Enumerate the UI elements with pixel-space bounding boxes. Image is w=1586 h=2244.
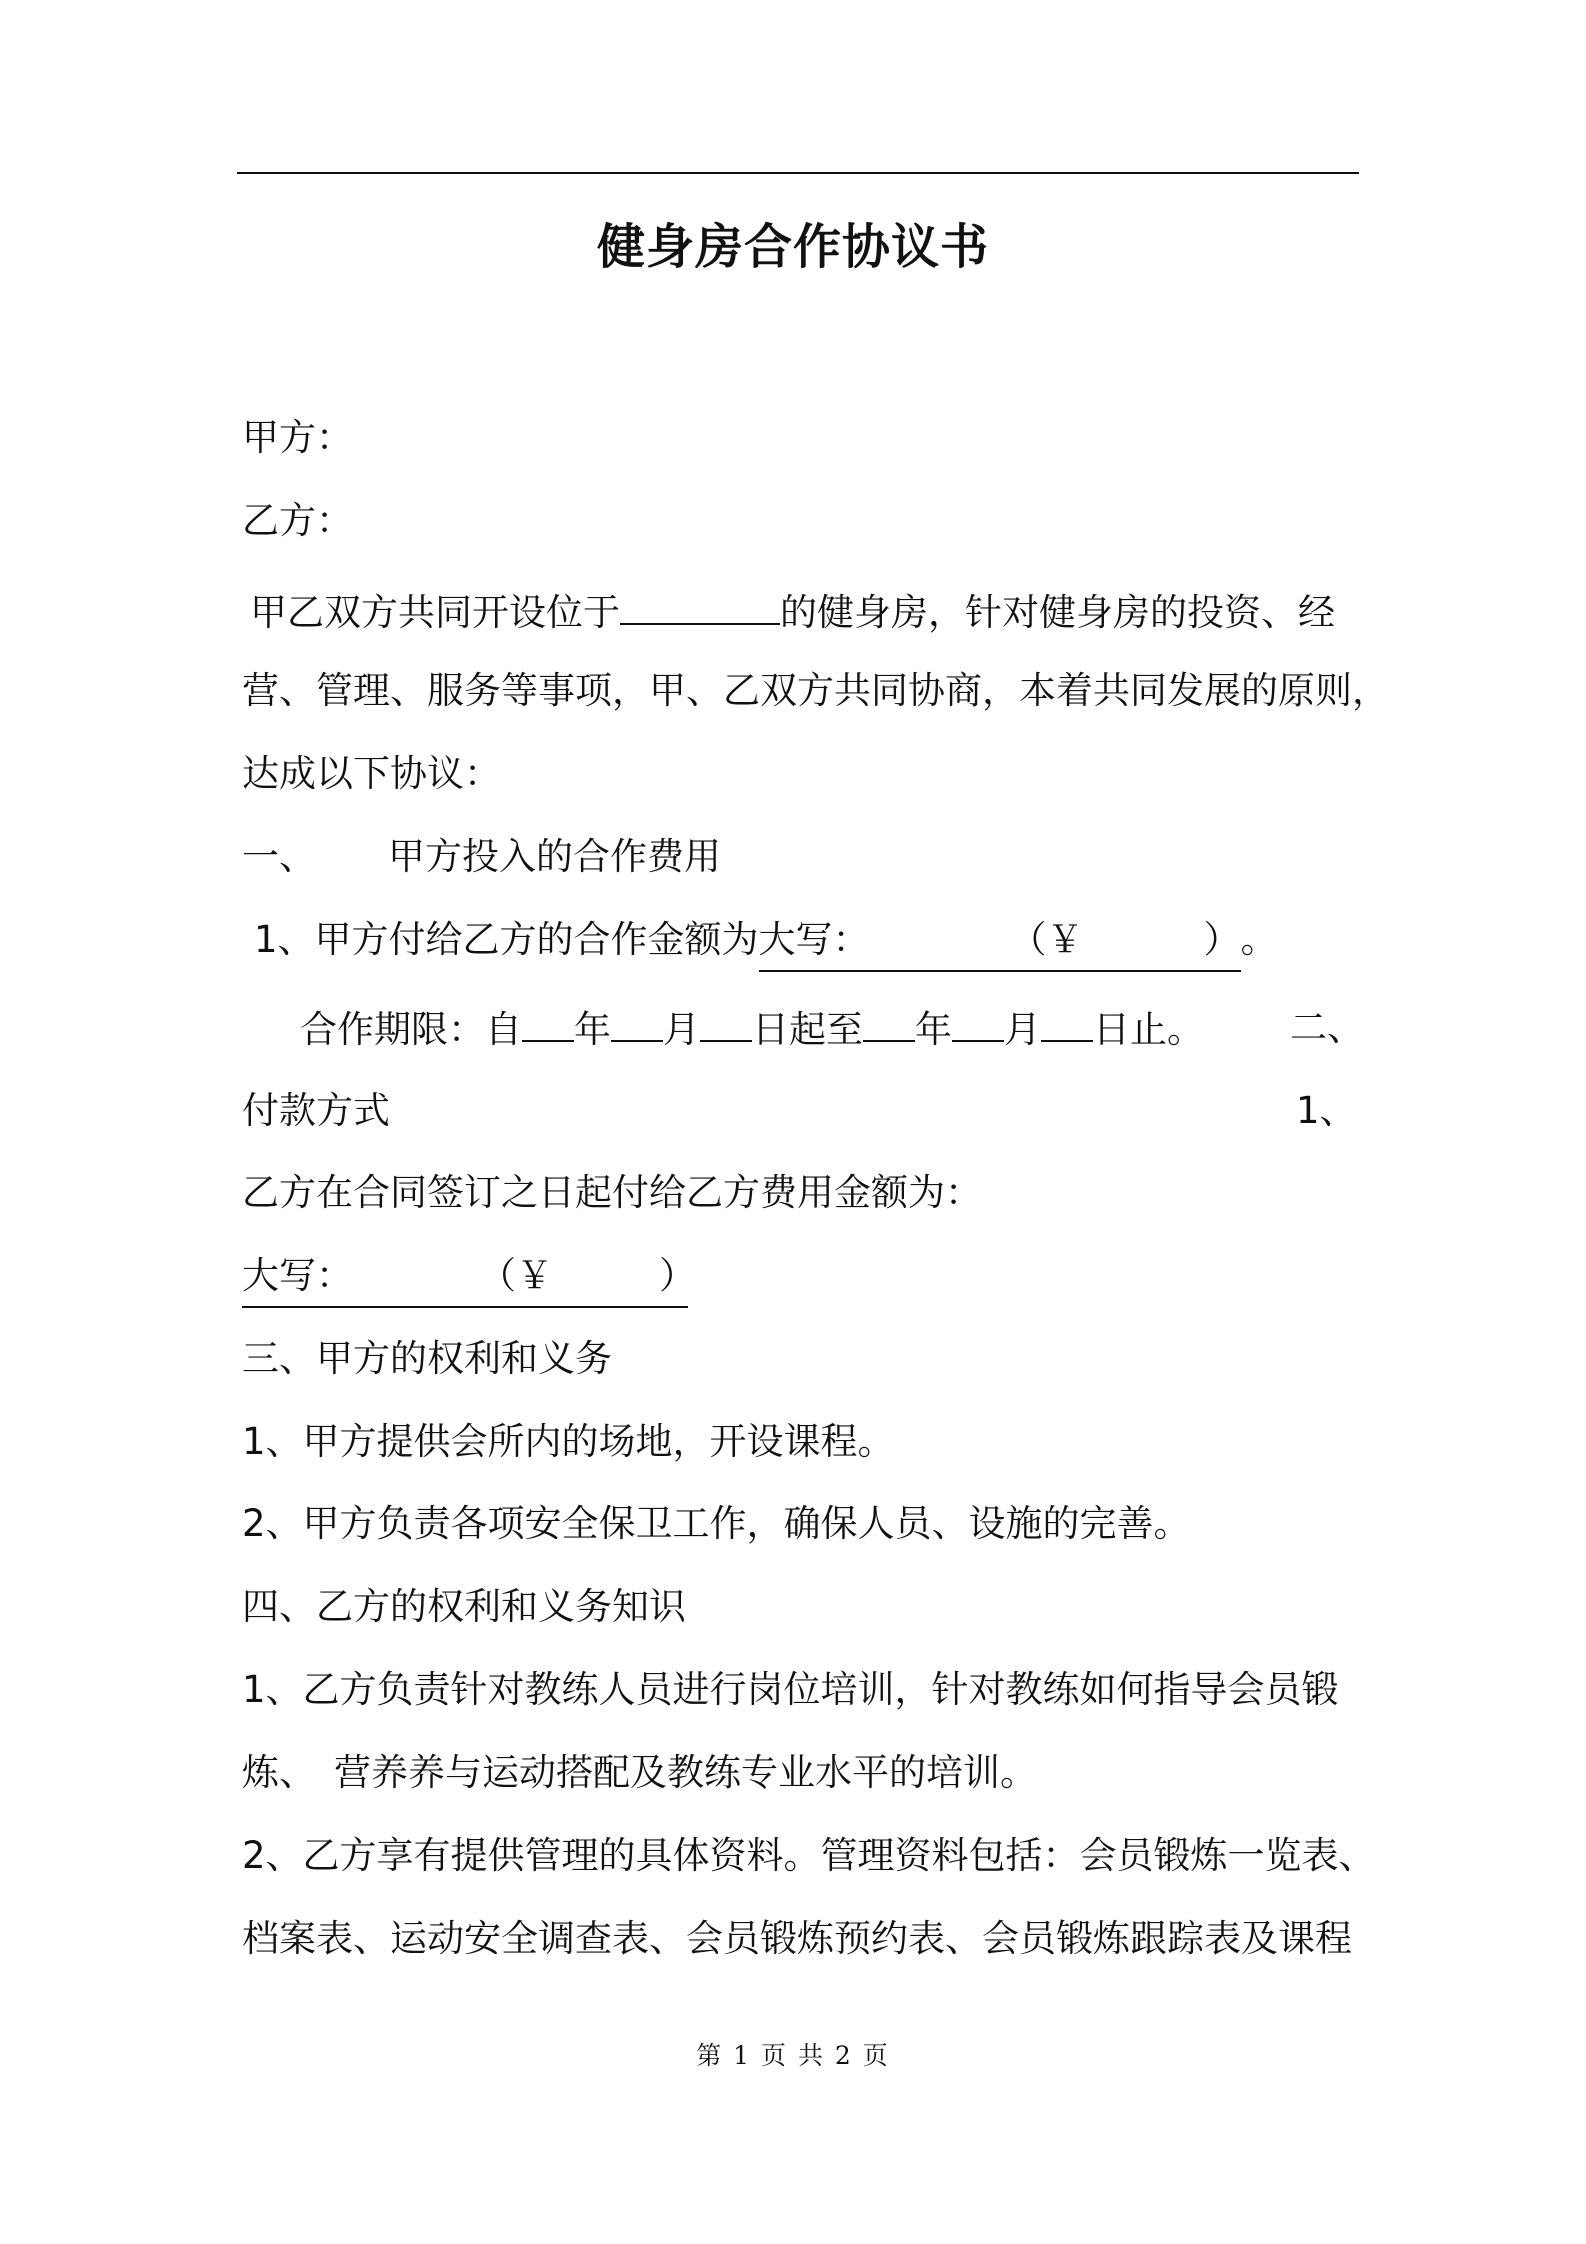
section-3-heading: 三、甲方的权利和义务 [242, 1337, 612, 1380]
end-day-blank [1041, 1000, 1093, 1042]
party-b-label: 乙方： [242, 499, 353, 542]
section-4-item-1-line-1: 1、乙方负责针对教练人员进行岗位培训，针对教练如何指导会员锻 [242, 1668, 1339, 1711]
section-4-item-2-line-2: 档案表、运动安全调查表、会员锻炼预约表、会员锻炼跟踪表及课程 [242, 1917, 1352, 1960]
item-1-1 [254, 912, 1278, 972]
party-b-line [242, 493, 353, 549]
section-3-item-2: 2、甲方负责各项安全保卫工作，确保人员、设施的完善。 [242, 1502, 1191, 1545]
item-1-1-end: 。 [1240, 918, 1278, 961]
header-rule [237, 172, 1359, 174]
document-title: 健身房合作协议书 [596, 219, 989, 275]
intro-part-2: 的健身房，针对健身房的投资、经 [780, 591, 1335, 634]
section-1-title: 甲方投入的合作费用 [388, 835, 721, 878]
section-1-heading [242, 829, 721, 885]
party-a-label: 甲方： [242, 416, 353, 459]
section-1-number: 一、 [242, 835, 316, 878]
end-year-blank [863, 1000, 915, 1042]
intro-line-3: 达成以下协议： [242, 752, 501, 795]
section-2-item-number: 1、 [1296, 1089, 1357, 1132]
cooperation-period: 合作期限：自 年 月 日起至 年 月 日止。 [300, 1000, 1204, 1058]
intro-line-1 [250, 583, 1335, 641]
section-3-item-1: 1、甲方提供会所内的场地，开设课程。 [242, 1420, 895, 1463]
intro-line-2: 营、管理、服务等事项，甲、乙双方共同协商，本着共同发展的原则， [242, 669, 1389, 712]
intro-part-1: 甲乙双方共同开设位于 [250, 591, 620, 634]
start-month-blank [611, 1000, 663, 1042]
section-4-item-2-line-1: 2、乙方享有提供管理的具体资料。管理资料包括：会员锻炼一览表、 [242, 1834, 1376, 1877]
page-footer: 第 1 页 共 2 页 [696, 2041, 890, 2070]
start-year-blank [522, 1000, 574, 1042]
section-2-amount-field: 大写： （￥ ） [242, 1248, 688, 1308]
section-2-heading: 付款方式 [242, 1089, 390, 1132]
section-4-item-1-line-2: 炼、 营养养与运动搭配及教练专业水平的培训。 [242, 1751, 1037, 1794]
party-a-line [242, 410, 353, 466]
section-4-heading: 四、乙方的权利和义务知识 [242, 1585, 686, 1628]
section-2-number: 二、 [1290, 1006, 1364, 1049]
start-day-blank [700, 1000, 752, 1042]
section-2-amount [242, 1248, 696, 1308]
item-1-1-amount: 大写： （￥ ） [759, 912, 1241, 972]
location-blank [620, 583, 780, 625]
end-month-blank [952, 1000, 1004, 1042]
item-1-1-label: 1、甲方付给乙方的合作金额为 [254, 918, 759, 961]
section-2-item-text: 乙方在合同签订之日起付给乙方费用金额为： [242, 1171, 982, 1214]
